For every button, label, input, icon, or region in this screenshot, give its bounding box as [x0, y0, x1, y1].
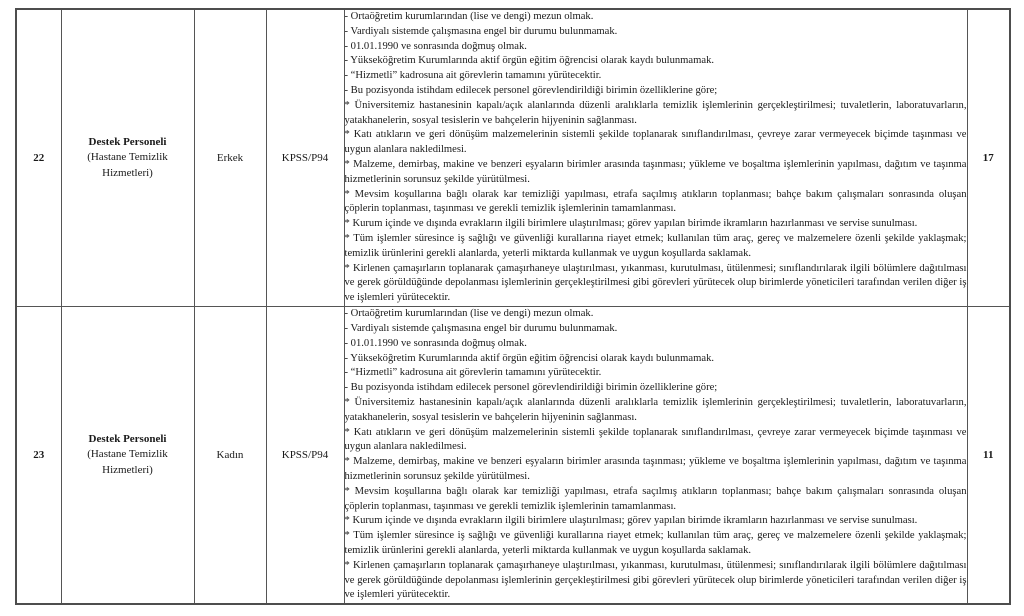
requirement-line: * Katı atıkların ve geri dönüşüm malzemelerinin sistemli şekilde toplanarak sınıflandırılması, çevreye zarar vermeyecek biçimde taşınması ve uygun alanlara nakledilmesi.: [344, 426, 967, 453]
quota-value: 11: [983, 449, 994, 462]
exam-score-value: KPSS/P94: [281, 449, 329, 462]
requirement-line: * Kurum içinde ve dışında evrakların ilgili birimlere ulaştırılması; görev yapılan birimde ikramların hazırlanması ve servise sunulması.: [344, 515, 918, 527]
position-title: Destek Personeli: [88, 135, 167, 148]
exam-score-cell: [266, 9, 344, 306]
quota-cell: [967, 9, 1010, 306]
row-number: 22: [33, 151, 45, 164]
requirement-line: - 01.01.1990 ve sonrasında doğmuş olmak.: [344, 40, 527, 52]
requirement-line: * Malzeme, demirbaş, makine ve benzeri eşyaların birimler arasında taşınması; yükleme ve boşaltma işlemlerinin yapılması, dağıtım ve taşınma hizmetlerinin sorunsuz şekilde yürütülmesi.: [344, 456, 967, 482]
requirement-line: - “Hizmetli” kadrosuna ait görevlerin tamamını yürütecektir.: [344, 70, 602, 82]
requirement-line: * Üniversitemiz hastanesinin kapalı/açık alanlarında düzenli aralıklarla temizlik işlemlerinin gerçekleştirilmesi; tuvaletlerin, laboratuvarların, yatakhanelerin, sosyal tesislerin ve bahçelerin hijyeninin sağlanması.: [344, 99, 967, 126]
requirement-line: * Mevsim koşullarına bağlı olarak kar temizliği yapılması, etrafa saçılmış atıkların toplanması; bahçe bakım çalışmaları sonrasında oluşan çöplerin toplanması, taşınması ve gerekli temizlik işlemlerinin tamamlanması.: [344, 485, 967, 512]
requirement-line: - Bu pozisyonda istihdam edilecek personel görevlendirildiği birimin özelliklerine göre;: [344, 84, 718, 96]
gender-value: Erkek: [216, 151, 244, 164]
job-postings-table: [15, 8, 1011, 605]
requirement-line: - 01.01.1990 ve sonrasında doğmuş olmak.: [344, 337, 527, 349]
row-number-cell: [16, 306, 61, 604]
requirement-line: * Katı atıkların ve geri dönüşüm malzemelerinin sistemli şekilde toplanarak sınıflandırılması, çevreye zarar vermeyecek biçimde taşınması ve uygun alanlara nakledilmesi.: [344, 129, 967, 156]
position-cell: [61, 9, 194, 306]
position-subtitle: (Hastane Temizlik Hizmetleri): [87, 151, 168, 179]
requirement-line: - “Hizmetli” kadrosuna ait görevlerin tamamını yürütecektir.: [344, 367, 602, 379]
requirement-line: * Tüm işlemler süresince iş sağlığı ve güvenliği kurallarına riayet etmek; kullanılan tüm araç, gereç ve malzemelere özenli şekilde yaklaşmak; temizlik ürünlerini gerekli alanlarda, yeterli miktarda kullanmak ve uygun koşullarda saklamak.: [344, 232, 967, 259]
table-row: [16, 9, 1010, 306]
requirement-line: - Vardiyalı sistemde çalışmasına engel bir durumu bulunmamak.: [344, 323, 618, 335]
quota-cell: [967, 306, 1010, 604]
requirement-line: - Yükseköğretim Kurumlarında aktif örgün eğitim öğrencisi olarak kaydı bulunmamak.: [344, 55, 715, 67]
table-row: [16, 306, 1010, 604]
requirement-line: - Vardiyalı sistemde çalışmasına engel bir durumu bulunmamak.: [344, 25, 618, 37]
position-cell: [61, 306, 194, 604]
requirement-line: - Ortaöğretim kurumlarından (lise ve dengi) mezun olmak.: [344, 11, 594, 22]
requirement-line: * Kirlenen çamaşırların toplanarak çamaşırhaneye ulaştırılması, yıkanması, kurutulması, ütülenmesi; sınıflandırılarak ilgili bölümlere dağıtılması ve gerek görüldüğünde depolanması işlemlerinin gerçekleştirilmesi gibi görevleri yürütecek olup birimlerde yöneticileri tarafından verilen diğer iş ve işlemleri yürütecektir.: [344, 262, 967, 304]
requirement-line: * Mevsim koşullarına bağlı olarak kar temizliği yapılması, etrafa saçılmış atıkların toplanması; bahçe bakım çalışmaları sonrasında oluşan çöplerin toplanması, taşınması ve gerekli temizlik işlemlerinin tamamlanması.: [344, 188, 967, 215]
requirement-line: * Malzeme, demirbaş, makine ve benzeri eşyaların birimler arasında taşınması; yükleme ve boşaltma işlemlerinin yapılması, dağıtım ve taşınma hizmetlerinin sorunsuz şekilde yürütülmesi.: [344, 158, 967, 185]
exam-score-value: KPSS/P94: [281, 151, 329, 164]
requirement-line: * Tüm işlemler süresince iş sağlığı ve güvenliği kurallarına riayet etmek; kullanılan tüm araç, gereç ve malzemelere özenli şekilde yaklaşmak; temizlik ürünlerini gerekli alanlarda, yeterli miktarda kullanmak ve uygun koşullarda saklamak.: [344, 530, 967, 556]
requirements-cell: [344, 9, 967, 306]
requirement-line: * Kirlenen çamaşırların toplanarak çamaşırhaneye ulaştırılması, yıkanması, kurutulması, ütülenmesi; sınıflandırılarak ilgili bölümlere dağıtılması ve gerek görüldüğünde depolanması işlemlerinin gerçekleştirilmesi gibi görevleri yürütecek olup birimlerde yöneticileri tarafından verilen diğer iş ve işlemleri yürütecektir.: [344, 559, 967, 601]
row-number: 23: [33, 449, 45, 462]
gender-cell: [194, 306, 266, 604]
gender-cell: [194, 9, 266, 306]
position-subtitle: (Hastane Temizlik Hizmetleri): [87, 448, 168, 476]
requirements-list: [345, 10, 967, 306]
quota-value: 17: [982, 151, 994, 164]
requirements-cell: [344, 306, 967, 604]
exam-score-cell: [266, 306, 344, 604]
requirement-line: - Yükseköğretim Kurumlarında aktif örgün eğitim öğrencisi olarak kaydı bulunmamak.: [344, 352, 715, 364]
position-title: Destek Personeli: [88, 432, 167, 445]
requirement-line: - Bu pozisyonda istihdam edilecek personel görevlendirildiği birimin özelliklerine göre;: [344, 382, 718, 394]
gender-value: Kadın: [216, 449, 244, 462]
requirement-line: * Üniversitemiz hastanesinin kapalı/açık alanlarında düzenli aralıklarla temizlik işlemlerinin gerçekleştirilmesi; tuvaletlerin, laboratuvarların, yatakhanelerin, sosyal tesislerin ve bahçelerin hijyeninin sağlanması.: [344, 397, 967, 423]
requirements-list: [345, 307, 967, 603]
row-number-cell: [16, 9, 61, 306]
requirement-line: - Ortaöğretim kurumlarından (lise ve dengi) mezun olmak.: [344, 308, 594, 320]
requirement-line: * Kurum içinde ve dışında evrakların ilgili birimlere ulaştırılması; görev yapılan birimde ikramların hazırlanması ve servise sunulması.: [344, 218, 918, 230]
